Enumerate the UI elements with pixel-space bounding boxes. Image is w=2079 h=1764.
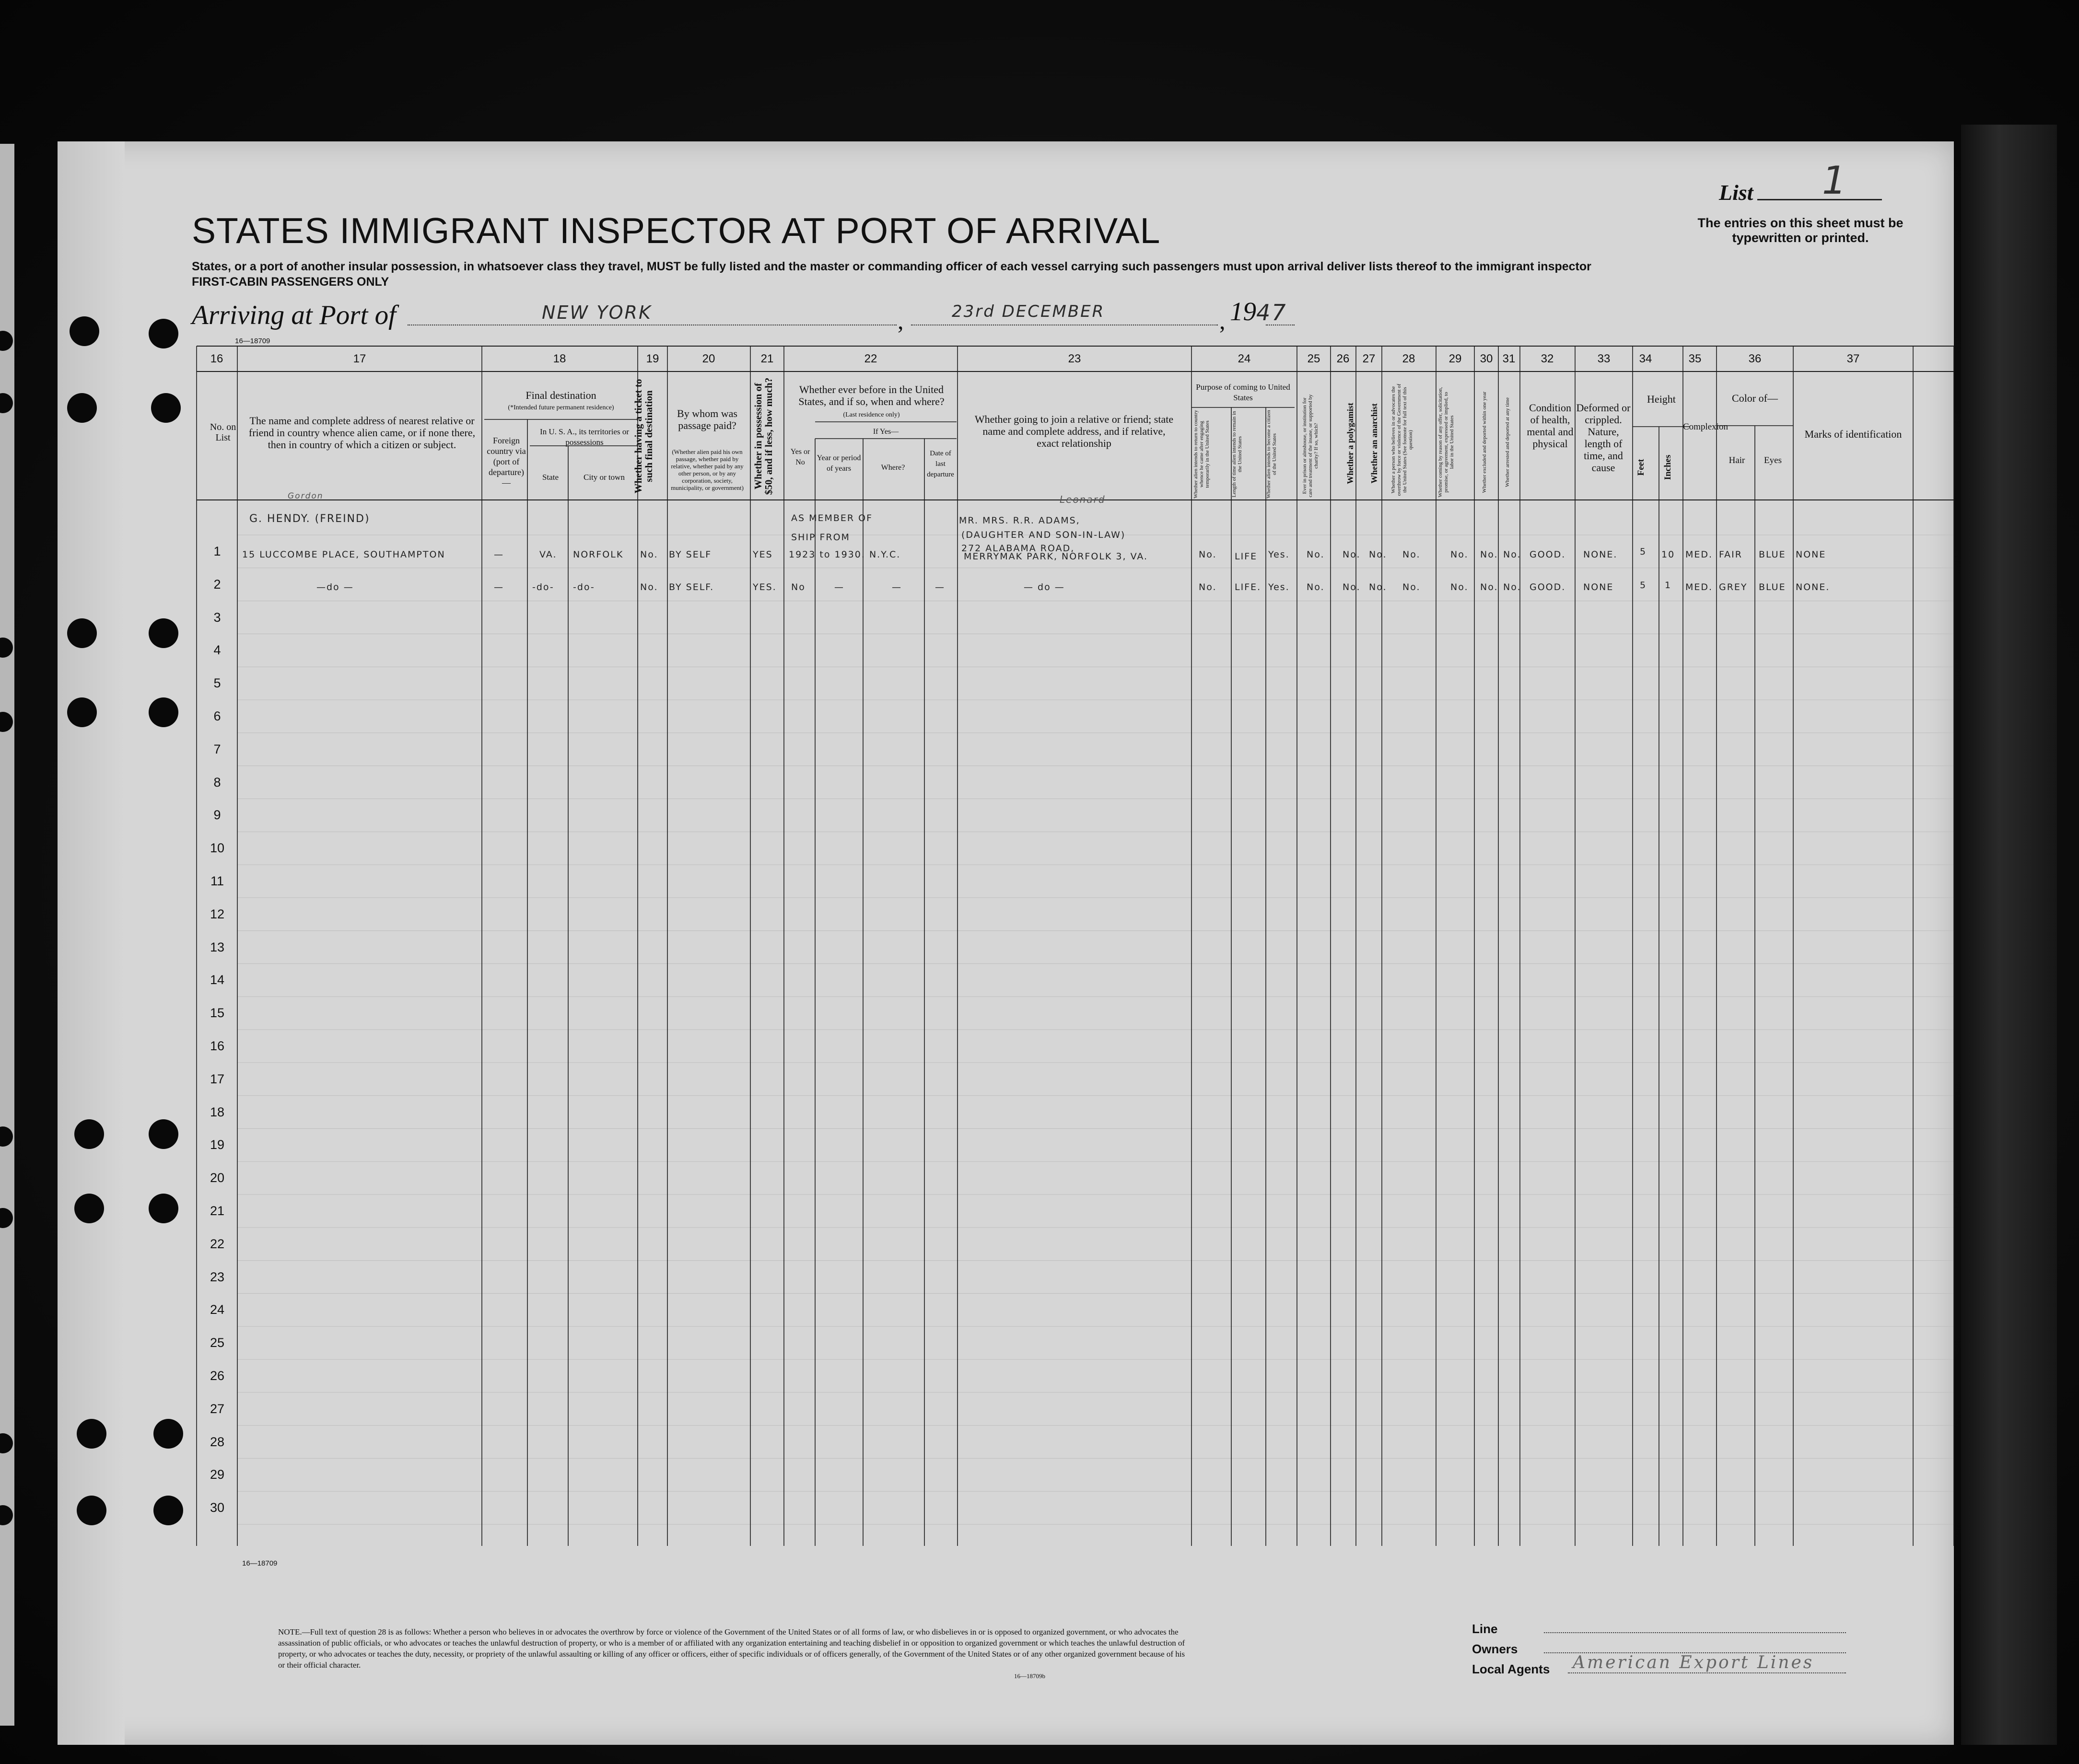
entry-relative-name: G. HENDY. (FREIND)	[249, 513, 370, 525]
instructions-line: States, or a port of another insular possession, in whatsoever class they travel, MUST be fully listed and the master or commanding officer of each vessel carrying such passengers must upon arrival deliver lists thereof to the immigrant inspector	[192, 260, 1591, 273]
entry-address: 15 LUCCOMBE PLACE, SOUTHAMPTON	[242, 549, 445, 560]
header-c24-a: Whether alien intends to return to country whence he came after engaging temporarily in the United States	[1193, 410, 1210, 499]
row-number: 7	[213, 742, 221, 756]
entry-join-address: MERRYMAK PARK, NORFOLK 3, VA.	[964, 551, 1148, 562]
entry-q28: No.	[1402, 549, 1421, 560]
header-c18-state: State	[542, 473, 559, 482]
row-number: 10	[210, 841, 225, 856]
header-c24-c: Whether alien intends to become a citizen of the United States	[1266, 410, 1277, 499]
header-c37: Marks of identification	[1804, 428, 1902, 440]
header-c22-where: Where?	[881, 464, 905, 472]
row-number: 22	[210, 1236, 225, 1251]
entry-deformed: NONE	[1583, 582, 1614, 592]
entry-foreign-port: —	[494, 549, 504, 560]
column-number: 27	[1362, 352, 1376, 365]
footnote-code: 16—18709b	[1014, 1672, 1045, 1680]
row-number: 17	[210, 1071, 225, 1086]
column-number: 24	[1238, 352, 1251, 365]
column-number: 35	[1688, 352, 1702, 365]
entry-hair: FAIR	[1719, 549, 1742, 560]
header-c18-usa: In U. S. A., its territories or possessions	[539, 427, 630, 447]
row-number: 5	[213, 676, 221, 691]
header-c34-feet: Feet	[1636, 459, 1646, 476]
header-c29: Whether coming by reason of any offer, solicitation, promise, or agreement, expressed or implied, to labor in the United States	[1437, 387, 1455, 498]
column-number: 32	[1541, 352, 1554, 365]
row-number: 27	[210, 1401, 225, 1416]
entry-labor: No.	[1450, 549, 1469, 560]
form-code: 16—18709	[235, 337, 270, 345]
header-c24-b: Length of time alien intends to remain in the United States	[1231, 411, 1243, 498]
column-number: 22	[864, 352, 877, 365]
header-c22-date: Date of last departure	[927, 450, 954, 478]
entry-eyes: BLUE	[1759, 549, 1786, 560]
local-agents-signature: American Export Lines	[1573, 1653, 1814, 1672]
column-number: 17	[353, 352, 366, 365]
entry-year: —	[834, 582, 844, 592]
row-number: 12	[210, 906, 225, 921]
line-label: Line	[1472, 1622, 1498, 1636]
row-number: 11	[210, 874, 224, 888]
entry-foreign-port: —	[494, 582, 504, 592]
column-number: 25	[1307, 352, 1320, 365]
entry-feet: 5	[1640, 580, 1647, 591]
header-c27: Whether an anarchist	[1369, 403, 1379, 484]
entry-q28: No.	[1402, 582, 1421, 592]
entry-money: YES.	[753, 582, 777, 592]
row-number: 30	[210, 1500, 225, 1515]
header-c22-ifyes: If Yes—	[873, 428, 899, 436]
entry-departure: —	[935, 582, 945, 592]
header-c18-city: City or town	[584, 473, 625, 482]
comma-separator: ,	[898, 307, 904, 334]
entry-r0-c23: MR. MRS. R.R. ADAMS,	[959, 515, 1080, 526]
column-number: 26	[1336, 352, 1350, 365]
header-c33: Deformed or crippled. Nature, length of time, and cause	[1576, 402, 1631, 474]
header-c34-inches: Inches	[1663, 454, 1673, 480]
entry-marks: NONE	[1796, 549, 1826, 560]
row-number: 26	[210, 1369, 225, 1383]
entry-anarchist: No.	[1369, 549, 1387, 560]
entry-citizen-intent: Yes.	[1268, 582, 1290, 592]
header-c36-eyes: Eyes	[1764, 455, 1782, 465]
entry-length-of-stay: LIFE.	[1235, 582, 1261, 592]
header-c25: Ever in prison or almshouse, or institution for care and treatment of the insane, or supported by charity? If so, which?	[1302, 394, 1319, 498]
entry-marks: NONE.	[1796, 582, 1830, 592]
arriving-label: Arriving at Port of	[192, 300, 396, 330]
column-number: 30	[1480, 352, 1493, 365]
header-c20: By whom was passage paid?	[677, 407, 737, 431]
annotation-handwritten: Leonard	[1060, 494, 1106, 505]
entry-address: —do —	[316, 582, 354, 592]
header-c18-foreign: Foreign country via (port of departure)—	[487, 436, 526, 487]
entry-money: YES	[753, 549, 773, 560]
entry-r0b-c23: (DAUGHTER AND SON-IN-LAW)	[961, 530, 1126, 540]
owners-label: Owners	[1472, 1642, 1518, 1656]
header-c30: Whether excluded and deported within one year	[1482, 391, 1487, 493]
entry-city: NORFOLK	[573, 549, 624, 560]
entry-prison: No.	[1307, 549, 1325, 560]
header-c28: Whether a person who believes in or advocates the overthrow by force or violence of the Government of the United States (See footnote for full text of this question)	[1390, 383, 1413, 496]
entry-health: GOOD.	[1530, 549, 1566, 560]
line-fill-line	[1544, 1632, 1846, 1633]
row-number: 19	[210, 1137, 225, 1152]
row-number: 18	[210, 1104, 225, 1119]
column-number: 37	[1846, 352, 1860, 365]
header-c17: The name and complete address of nearest relative or friend in country whence alien came, or if none there, then in country of which a citizen or subject.	[248, 415, 476, 451]
entry-excluded: No.	[1480, 549, 1498, 560]
local-agents-fill-line	[1568, 1672, 1846, 1673]
header-c36: Color of—	[1732, 392, 1778, 404]
row-number: 14	[210, 973, 225, 987]
row-number: 13	[210, 940, 225, 954]
row-number: 3	[213, 610, 221, 625]
row-number: 4	[213, 643, 221, 658]
entry-ticket: No.	[640, 549, 658, 560]
entry-city: -do-	[573, 582, 595, 592]
entry-polygamist: No.	[1343, 582, 1361, 592]
first-cabin-label: FIRST-CABIN PASSENGERS ONLY	[192, 275, 389, 289]
entry-anarchist: No.	[1369, 582, 1387, 592]
entry-inches: 1	[1665, 580, 1672, 591]
header-c32: Condition of health, mental and physical	[1527, 402, 1574, 450]
entry-purpose: No.	[1199, 549, 1217, 560]
entry-hair: GREY	[1719, 582, 1748, 592]
header-c22-year: Year or period of years	[817, 454, 861, 473]
list-number: 1	[1822, 158, 1846, 203]
row-number: 23	[210, 1269, 225, 1284]
entry-complexion: MED.	[1685, 549, 1713, 560]
entry-complexion: MED.	[1685, 582, 1713, 592]
row-number: 8	[213, 775, 221, 789]
entries-note: The entries on this sheet must be typewritten or printed.	[1697, 216, 1904, 245]
header-c24: Purpose of coming to United States	[1196, 383, 1290, 402]
row-number: 24	[210, 1302, 225, 1317]
entry-r0c-c23: 272 ALABAMA ROAD,	[961, 543, 1075, 554]
entry-r0b-c22: SHIP FROM	[791, 532, 850, 543]
row-number: 2	[213, 577, 221, 592]
header-c18: Final destination	[526, 389, 596, 401]
entry-passage-paid: BY SELF	[669, 549, 712, 560]
header-c36-hair: Hair	[1729, 455, 1745, 465]
column-number: 21	[760, 352, 774, 365]
column-number: 20	[702, 352, 715, 365]
form-title: STATES IMMIGRANT INSPECTOR AT PORT OF ARRIVAL	[192, 210, 1161, 251]
header-c35: Complexion	[1683, 422, 1728, 432]
header-c34: Height	[1647, 393, 1676, 405]
entry-inches: 10	[1661, 549, 1675, 560]
year-suffix: 47	[1256, 300, 1287, 325]
header-c26: Whether a polygamist	[1345, 403, 1355, 484]
column-number: 19	[646, 352, 659, 365]
list-label: List	[1719, 180, 1753, 205]
column-number: 16	[210, 352, 223, 365]
arrival-date: 23rd DECEMBER	[952, 302, 1105, 321]
column-number: 34	[1639, 352, 1652, 365]
column-number: 18	[553, 352, 566, 365]
annotation-handwritten: Gordon	[288, 491, 324, 501]
local-agents-label: Local Agents	[1472, 1662, 1550, 1676]
entry-purpose: No.	[1199, 582, 1217, 592]
column-number: 36	[1748, 352, 1762, 365]
row-number: 6	[213, 709, 221, 723]
row-number: 15	[210, 1006, 225, 1021]
row-number: 20	[210, 1171, 225, 1185]
year-prefix: 19	[1230, 297, 1256, 326]
entry-deported: No.	[1503, 549, 1521, 560]
column-number: 31	[1502, 352, 1516, 365]
footnote-question-28	[278, 1626, 1189, 1682]
row-number: 9	[213, 808, 221, 823]
entry-passage-paid: BY SELF.	[669, 582, 714, 592]
header-c18-note: (*Intended future permanent residence)	[508, 404, 614, 411]
entry-feet: 5	[1640, 546, 1647, 557]
entry-join-address: — do —	[1024, 582, 1065, 592]
comma-separator: ,	[1219, 307, 1226, 334]
column-number: 28	[1402, 352, 1415, 365]
entry-health: GOOD.	[1530, 582, 1566, 592]
footnote-text: NOTE.—Full text of question 28 is as follows: Whether a person who believes in or advocates the overthrow by force or violence of the Government of the United States or of all forms of law, or who disbelieves in or is opposed to organized government, or who advocates the assassination of public officials, or who advocates or teaches the unlawful destruction of property, or who is a member of or affiliated with any organization entertaining and teaching disbelief in or opposition to organized government or which teaches the unlawful destruction of property, or who advocates or teaches the duty, necessity, or propriety of the unlawful assaulting or killing of any officer or officers, either of specific individuals or of officers generally, of the Government of the United States or of any other organized government because of his or their official character.	[278, 1627, 1185, 1670]
entry-labor: No.	[1450, 582, 1469, 592]
header-c22-yesno: Yes or No	[790, 448, 810, 466]
header-c31: Whether arrested and deported at any time	[1505, 397, 1510, 487]
entry-state: -do-	[532, 582, 554, 592]
entry-citizen-intent: Yes.	[1268, 549, 1290, 560]
header-c22-note: (Last residence only)	[843, 411, 900, 418]
row-number: 1	[213, 544, 221, 558]
entry-polygamist: No.	[1343, 549, 1361, 560]
form-code: 16—18709	[242, 1559, 278, 1567]
row-number: 21	[210, 1204, 225, 1218]
entry-previous-stay: No	[791, 582, 806, 592]
row-number: 25	[210, 1335, 225, 1350]
entry-deformed: NONE.	[1583, 549, 1618, 560]
entry-excluded: No.	[1480, 582, 1498, 592]
header-c21: Whether in possession of $50, and if less, how much?	[752, 377, 774, 495]
header-c20-note: (Whether alien paid his own passage, whether paid by relative, whether paid by any other person, or by any corporation, society, municipality, or government)	[671, 448, 744, 491]
column-number: 33	[1597, 352, 1611, 365]
entry-where: —	[892, 582, 902, 592]
header-c19: Whether having a ticket to such final destination	[632, 379, 654, 494]
entry-previous-stay: 1923 to 1930. N.Y.C.	[789, 549, 901, 560]
row-number: 29	[210, 1467, 225, 1482]
header-c23: Whether going to join a relative or friend; state name and complete address, and if relative, exact relationship	[974, 413, 1174, 449]
arrival-port: NEW YORK	[542, 302, 652, 323]
header-c22: Whether ever before in the United States, and if so, when and where?	[798, 383, 945, 407]
entry-r0-c22: AS MEMBER OF	[791, 513, 873, 523]
header-c16: No. on List	[210, 422, 236, 443]
row-number: 16	[210, 1039, 225, 1053]
entry-prison: No.	[1307, 582, 1325, 592]
column-number: 23	[1068, 352, 1081, 365]
entry-deported: No.	[1503, 582, 1521, 592]
entry-ticket: No.	[640, 582, 658, 592]
entry-eyes: BLUE	[1759, 582, 1786, 592]
entry-length-of-stay: LIFE	[1235, 551, 1258, 562]
column-number: 29	[1448, 352, 1462, 365]
row-number: 28	[210, 1434, 225, 1449]
entry-state: VA.	[539, 549, 557, 560]
